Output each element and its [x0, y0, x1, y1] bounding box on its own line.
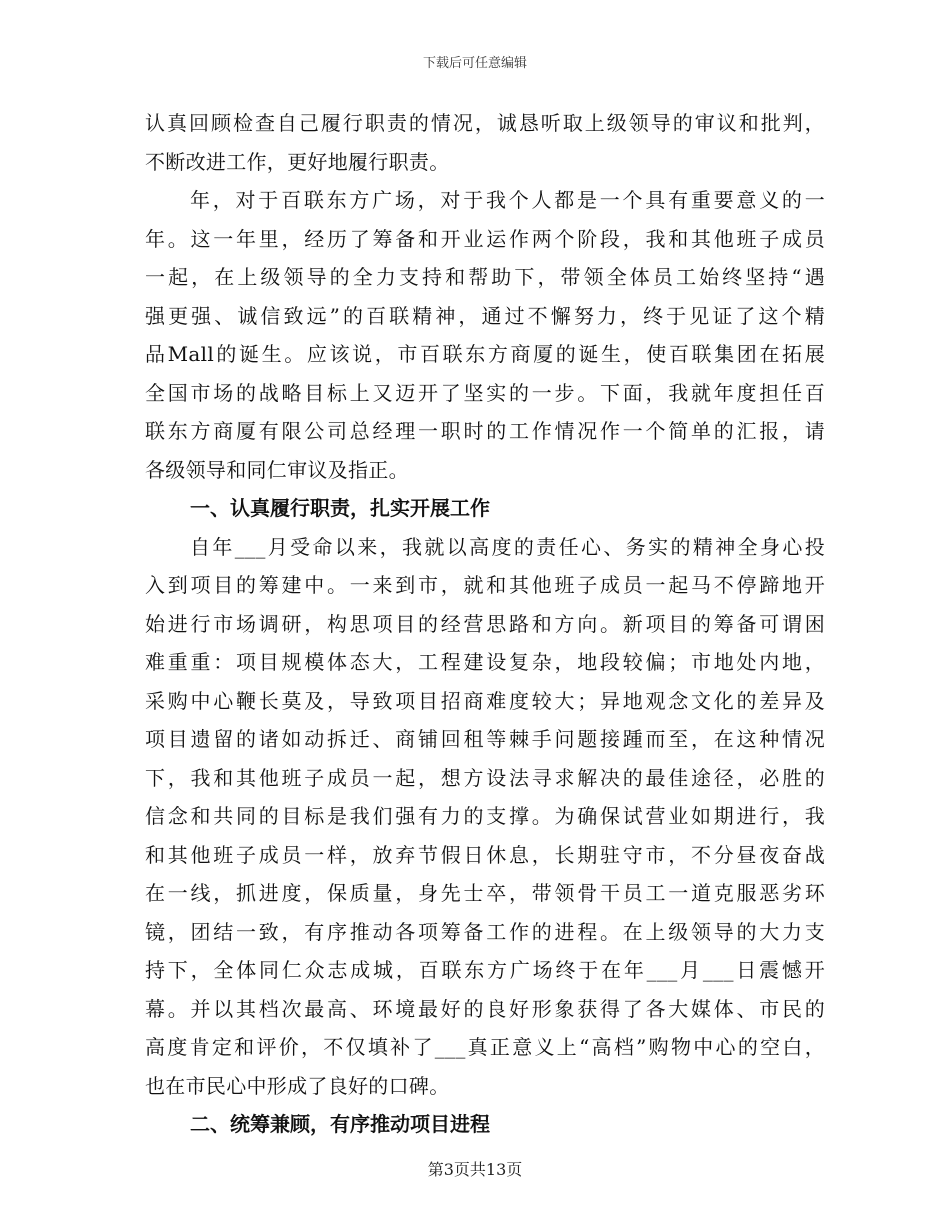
- text-line: 年，对于百联东方广场，对于我个人都是一个具有重要意义的一: [190, 188, 825, 212]
- text-line: 入到项目的筹建中。一来到市，就和其他班子成员一起马不停蹄地开: [145, 573, 825, 597]
- text-line: 难重重：项目规模体态大，工程建设复杂，地段较偏；市地处内地，: [145, 650, 825, 674]
- text-line: 持下，全体同仁众志成城，百联东方广场终于在年___月___日震憾开: [145, 958, 825, 982]
- text-line: 品Mall的诞生。应该说，市百联东方商厦的诞生，使百联集团在拓展: [145, 342, 825, 366]
- text-line: 也在市民心中形成了良好的口碑。: [145, 1073, 450, 1098]
- text-line: 在一线，抓进度，保质量，身先士卒，带领骨干员工一道克服恶劣环: [145, 881, 825, 905]
- text-line: 认真回顾检查自己履行职责的情况，诚恳听取上级领导的审议和批判，: [145, 111, 825, 135]
- text-line: 高度肯定和评价，不仅填补了___真正意义上“高档”购物中心的空白，: [145, 1035, 825, 1059]
- section-heading: 一、认真履行职责，扎实开展工作: [190, 496, 490, 520]
- text-line: 和其他班子成员一样，放弃节假日休息，长期驻守市，不分昼夜奋战: [145, 842, 825, 867]
- text-line: 幕。并以其档次最高、环境最好的良好形象获得了各大媒体、市民的: [145, 996, 825, 1021]
- text-line: 始进行市场调研，构思项目的经营思路和方向。新项目的筹备可谓困: [145, 611, 825, 636]
- text-line: 各级领导和同仁审议及指正。: [145, 457, 409, 482]
- text-line: 联东方商厦有限公司总经理一职时的工作情况作一个简单的汇报，请: [145, 419, 825, 443]
- text-line: 镜，团结一致，有序推动各项筹备工作的进程。在上级领导的大力支: [145, 919, 825, 944]
- section-heading: 二、统筹兼顾，有序推动项目进程: [190, 1112, 490, 1136]
- text-line: 自年___月受命以来，我就以高度的责任心、务实的精神全身心投: [190, 534, 825, 559]
- page-header: 下载后可任意编辑: [422, 56, 527, 71]
- text-line: 下，我和其他班子成员一起，想方设法寻求解决的最佳途径，必胜的: [145, 765, 825, 790]
- text-line: 项目遗留的诸如动拆迁、商铺回租等棘手问题接踵而至，在这种情况: [145, 727, 825, 751]
- page-footer: 第3页共13页: [427, 1160, 523, 1179]
- text-line: 采购中心鞭长莫及，导致项目招商难度较大；异地观念文化的差异及: [145, 688, 825, 713]
- text-line: 强更强、诚信致远”的百联精神，通过不懈努力，终于见证了这个精: [145, 303, 825, 328]
- text-line: 全国市场的战略目标上又迈开了坚实的一步。下面，我就年度担任百: [145, 380, 825, 405]
- document-body: [145, 104, 825, 1144]
- text-line: 一起，在上级领导的全力支持和帮助下，带领全体员工始终坚持“遇: [145, 265, 825, 289]
- text-line: 不断改进工作，更好地履行职责。: [145, 149, 450, 174]
- text-line: 年。这一年里，经历了筹备和开业运作两个阶段，我和其他班子成员: [145, 226, 825, 251]
- text-line: 信念和共同的目标是我们强有力的支撑。为确保试营业如期进行，我: [145, 804, 825, 828]
